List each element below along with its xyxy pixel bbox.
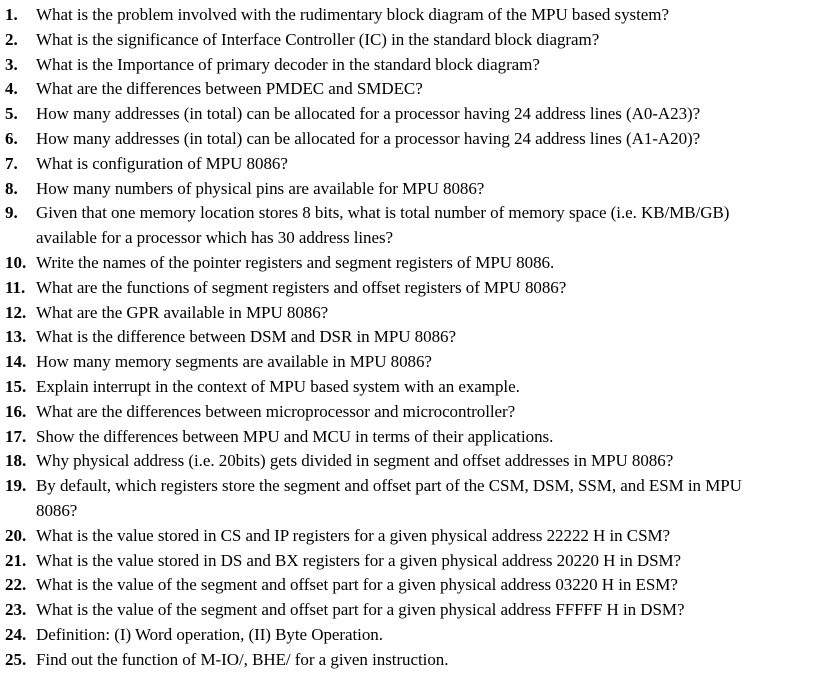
question-line: Find out the function of M-IO/, BHE/ for a given instruction. [36,649,449,669]
question-line: What is the value stored in DS and BX registers for a given physical address 20220 H in DSM? [36,550,682,570]
question-item [5,350,835,375]
question-number: 6. [5,128,18,148]
question-item [5,251,835,276]
question-line: What is the Importance of primary decoder in the standard block diagram? [36,54,540,74]
question-text [36,127,835,152]
question-line: What is the value stored in CS and IP registers for a given physical address 22222 H in CSM? [36,525,671,545]
question-line: What is the difference between DSM and DSR in MPU 8086? [36,327,456,347]
question-line: How many addresses (in total) can be allocated for a processor having 24 address lines (A0-A23)? [36,104,701,124]
question-number: 25. [5,649,27,669]
question-text [36,28,835,53]
question-text [36,449,835,474]
question-number: 1. [5,5,18,24]
question-item [5,77,835,102]
question-number: 11. [5,277,26,297]
question-line: Show the differences between MPU and MCU in terms of their applications. [36,426,554,446]
question-text [36,102,835,127]
question-line: available for a processor which has 30 address lines? [36,228,394,248]
question-number: 3. [5,54,18,74]
question-item [5,598,835,623]
question-number: 20. [5,525,27,545]
question-item [5,400,835,425]
question-line: What are the GPR available in MPU 8086? [36,302,329,322]
question-number: 7. [5,153,18,173]
question-text [36,400,835,425]
question-text [36,350,835,375]
question-item [5,177,835,202]
question-text [36,276,835,301]
question-number: 15. [5,376,27,396]
question-number: 23. [5,600,27,620]
question-line: What is the problem involved with the rudimentary block diagram of the MPU based system? [36,5,669,24]
question-line: What are the functions of segment registers and offset registers of MPU 8086? [36,277,567,297]
question-number: 4. [5,79,18,99]
question-number: 14. [5,352,27,372]
question-text [36,251,835,276]
question-text [36,598,835,623]
question-text [36,549,835,574]
question-item [5,325,835,350]
question-line: Given that one memory location stores 8 bits, what is total number of memory space (i.e. KB/MB/GB) [36,203,730,223]
question-line: By default, which registers store the segment and offset part of the CSM, DSM, SSM, and ESM in MPU [36,476,742,496]
question-text [36,325,835,350]
question-number: 18. [5,451,27,471]
question-item [5,201,835,251]
question-number: 21. [5,550,27,570]
question-item [5,102,835,127]
question-item [5,301,835,326]
question-text [36,53,835,78]
question-item [5,3,835,28]
question-text [36,375,835,400]
question-line: Definition: (I) Word operation, (II) Byte Operation. [36,624,383,644]
question-item [5,53,835,78]
question-item [5,28,835,53]
question-text [36,77,835,102]
question-text [36,425,835,450]
question-number: 9. [5,203,18,223]
question-item [5,425,835,450]
question-line: How many memory segments are available in MPU 8086? [36,352,432,372]
question-text [36,474,835,524]
question-number: 8. [5,178,18,198]
question-text [36,3,835,28]
question-item [5,524,835,549]
question-line: What is configuration of MPU 8086? [36,153,288,173]
question-line: What are the differences between microprocessor and microcontroller? [36,401,516,421]
question-line: What is the significance of Interface Controller (IC) in the standard block diagram? [36,29,600,49]
question-text [36,524,835,549]
question-number: 22. [5,575,27,595]
question-item [5,623,835,648]
question-item [5,152,835,177]
question-number: 17. [5,426,27,446]
question-number: 16. [5,401,27,421]
question-number: 10. [5,252,27,272]
question-line: How many addresses (in total) can be allocated for a processor having 24 address lines (A1-A20)? [36,128,701,148]
question-number: 5. [5,104,18,124]
question-item [5,474,835,524]
question-number: 19. [5,476,27,496]
question-line: What are the differences between PMDEC and SMDEC? [36,79,423,99]
question-item [5,573,835,598]
question-line: Explain interrupt in the context of MPU based system with an example. [36,376,520,396]
question-item [5,127,835,152]
question-item [5,375,835,400]
question-text [36,301,835,326]
question-item [5,276,835,301]
question-item [5,549,835,574]
question-line: 8086? [36,500,78,520]
question-text [36,177,835,202]
question-number: 2. [5,29,18,49]
question-number: 13. [5,327,27,347]
question-line: How many numbers of physical pins are available for MPU 8086? [36,178,485,198]
question-text [36,623,835,648]
question-line: Write the names of the pointer registers and segment registers of MPU 8086. [36,252,555,272]
question-text [36,152,835,177]
question-text [36,201,835,251]
question-line: What is the value of the segment and offset part for a given physical address 03220 H in ESM? [36,575,678,595]
question-item [5,449,835,474]
question-number: 24. [5,624,27,644]
question-line: What is the value of the segment and offset part for a given physical address FFFFF H in DSM? [36,600,685,620]
question-text [36,573,835,598]
question-line: Why physical address (i.e. 20bits) gets divided in segment and offset addresses in MPU 8086? [36,451,674,471]
question-number: 12. [5,302,27,322]
